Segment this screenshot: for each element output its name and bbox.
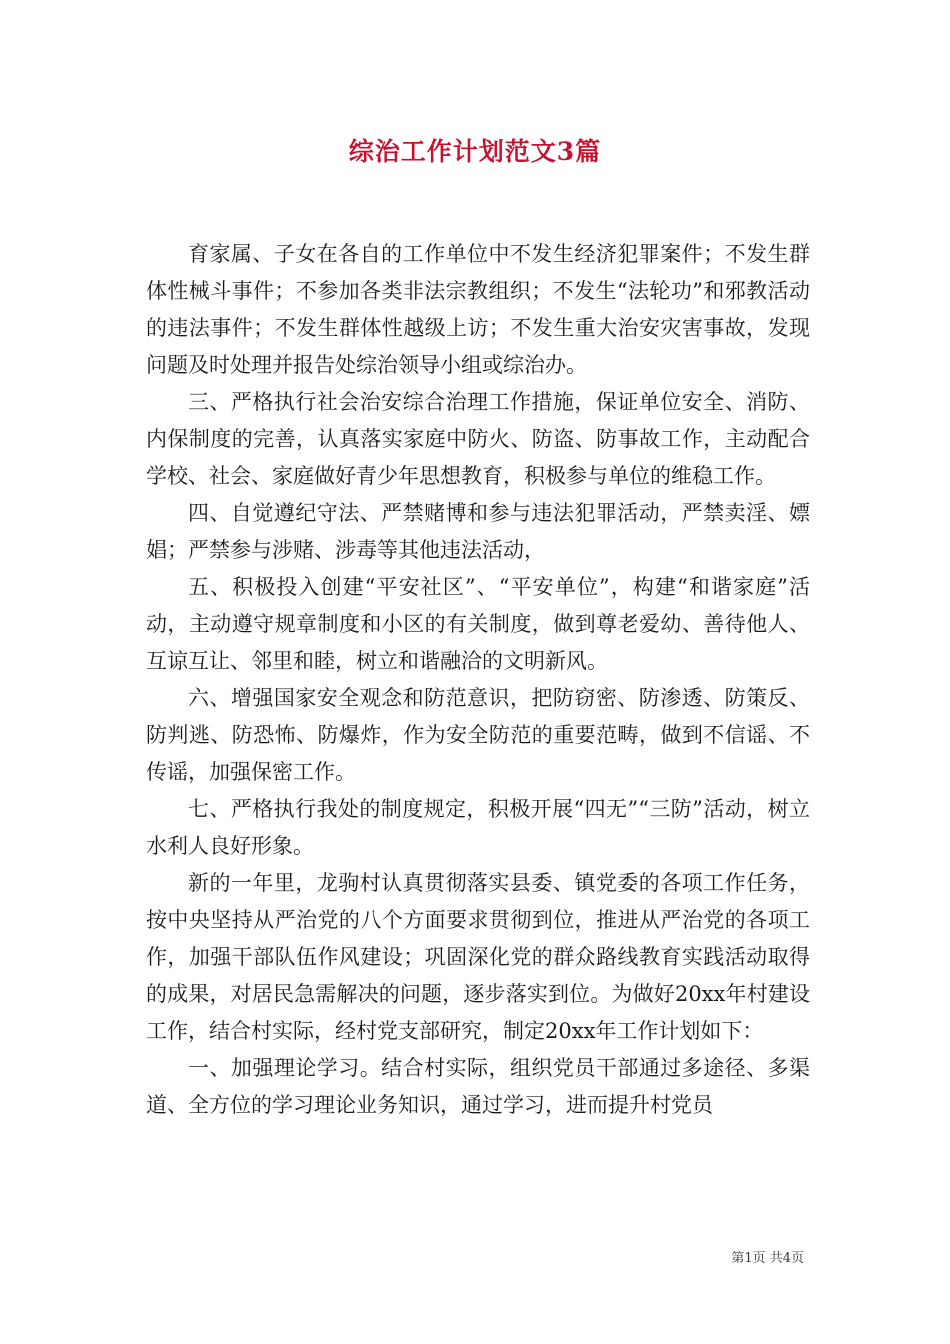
paragraph: 育家属、子女在各自的工作单位中不发生经济犯罪案件；不发生群体性械斗事件；不参加各类非法宗教组织；不发生“法轮功”和邪教活动的违法事件；不发生群体性越级上访；不发生重大治安灾害事故，发现问题及时处理并报告处综治领导小组或综治办。 bbox=[146, 242, 810, 377]
paragraph: 七、严格执行我处的制度规定，积极开展“四无”“三防”活动，树立水利人良好形象。 bbox=[146, 797, 810, 858]
document-body bbox=[146, 236, 810, 1124]
document-title: 综治工作计划范文3篇 bbox=[348, 137, 602, 166]
paragraph: 四、自觉遵纪守法、严禁赌博和参与违法犯罪活动，严禁卖淫、嫖娼；严禁参与涉赌、涉毒等其他违法活动， bbox=[146, 501, 810, 562]
page-number-footer: 第1页 共4页 bbox=[731, 1251, 804, 1266]
paragraph: 五、积极投入创建“平安社区”、“平安单位”，构建“和谐家庭”活动，主动遵守规章制度和小区的有关制度，做到尊老爱幼、善待他人、互谅互让、邻里和睦，树立和谐融洽的文明新风。 bbox=[146, 575, 810, 673]
paragraph: 三、严格执行社会治安综合治理工作措施，保证单位安全、消防、内保制度的完善，认真落实家庭中防火、防盗、防事故工作，主动配合学校、社会、家庭做好青少年思想教育，积极参与单位的维稳工作。 bbox=[146, 390, 810, 488]
paragraph: 新的一年里，龙驹村认真贯彻落实县委、镇党委的各项工作任务，按中央坚持从严治党的八个方面要求贯彻到位，推进从严治党的各项工作，加强干部队伍作风建设；巩固深化党的群众路线教育实践活动取得的成果，对居民急需解决的问题，逐步落实到位。为做好20xx年村建设工作，结合村实际，经村党支部研究，制定20xx年工作计划如下： bbox=[146, 871, 810, 1043]
paragraph: 一、加强理论学习。结合村实际，组织党员干部通过多途径、多渠道、全方位的学习理论业务知识，通过学习，进而提升村党员 bbox=[146, 1056, 810, 1117]
paragraph: 六、增强国家安全观念和防范意识，把防窃密、防渗透、防策反、防判逃、防恐怖、防爆炸，作为安全防范的重要范畴，做到不信谣、不传谣，加强保密工作。 bbox=[146, 686, 810, 784]
